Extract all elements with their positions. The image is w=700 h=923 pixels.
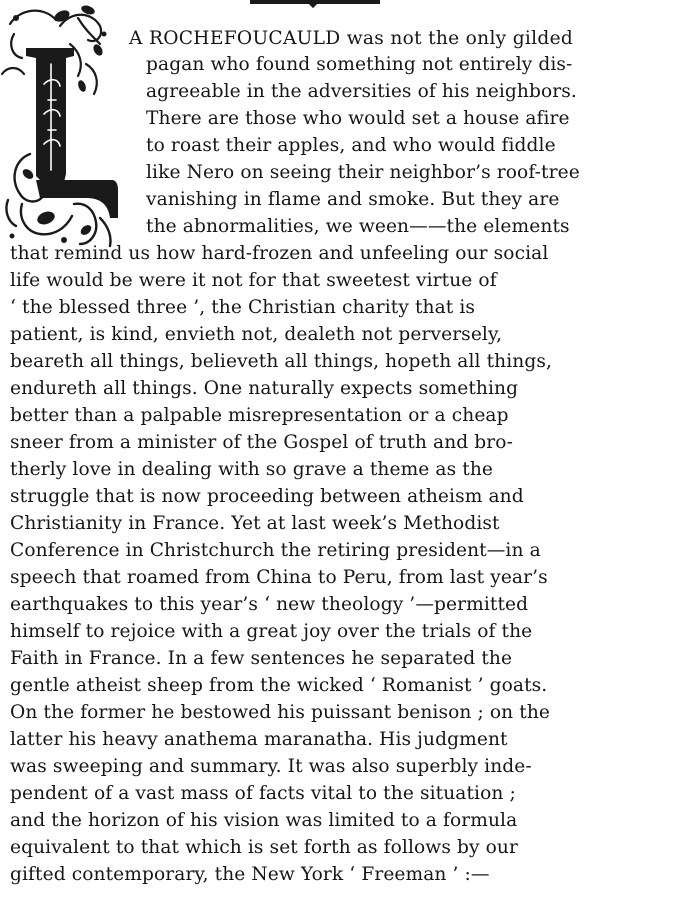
text-line: therly love in dealing with so grave a theme as the <box>10 459 494 480</box>
text-line: was sweeping and summary. It was also superbly inde- <box>10 756 532 777</box>
text-line: better than a palpable misrepresentation or a cheap <box>10 405 509 426</box>
text-line: ‘ the blessed three ’, the Christian charity that is <box>10 297 476 318</box>
decorative-drop-cap <box>0 4 124 250</box>
text-line: that remind us how hard-frozen and unfeeling our social <box>10 243 549 264</box>
text-line: equivalent to that which is set forth as follows by our <box>10 837 518 858</box>
text-line: and the horizon of his vision was limited to a formula <box>10 810 518 831</box>
text-line: latter his heavy anathema maranatha. His judgment <box>10 729 508 750</box>
ornamental-diamond <box>306 0 320 8</box>
text-line: patient, is kind, envieth not, dealeth not perversely, <box>10 324 503 345</box>
text-line: Faith in France. In a few sentences he separated the <box>10 648 513 669</box>
text-line: gentle atheist sheep from the wicked ‘ Romanist ’ goats. <box>10 675 548 696</box>
text-line: pendent of a vast mass of facts vital to the situation ; <box>10 783 516 804</box>
text-line: Conference in Christchurch the retiring president—in a <box>10 540 541 561</box>
text-line: vanishing in flame and smoke. But they are <box>146 189 560 210</box>
text-line: life would be were it not for that sweetest virtue of <box>10 270 497 291</box>
text-line: the abnormalities, we ween——the elements <box>146 216 570 237</box>
text-line: himself to rejoice with a great joy over the trials of the <box>10 621 533 642</box>
text-line: speech that roamed from China to Peru, from last year’s <box>10 567 548 588</box>
text-line: pagan who found something not entirely dis- <box>146 54 573 75</box>
text-line: agreeable in the adversities of his neighbors. <box>146 81 577 102</box>
text-line: There are those who would set a house afire <box>146 108 570 129</box>
text-line: gifted contemporary, the New York ‘ Freeman ’ :— <box>10 864 490 885</box>
text-line: A ROCHEFOUCAULD was not the only gilded <box>129 28 574 49</box>
text-line: to roast their apples, and who would fiddle <box>146 135 556 156</box>
text-line: sneer from a minister of the Gospel of truth and bro- <box>10 432 513 453</box>
text-line: struggle that is now proceeding between atheism and <box>10 486 524 507</box>
text-line: beareth all things, believeth all things, hopeth all things, <box>10 351 553 372</box>
text-line: like Nero on seeing their neighbor’s roof-tree <box>146 162 580 183</box>
text-line: On the former he bestowed his puissant benison ; on the <box>10 702 551 723</box>
text-line: Christianity in France. Yet at last week’s Methodist <box>10 513 500 534</box>
text-line: earthquakes to this year’s ‘ new theology ’—permitted <box>10 594 529 615</box>
text-line: endureth all things. One naturally expects something <box>10 378 519 399</box>
